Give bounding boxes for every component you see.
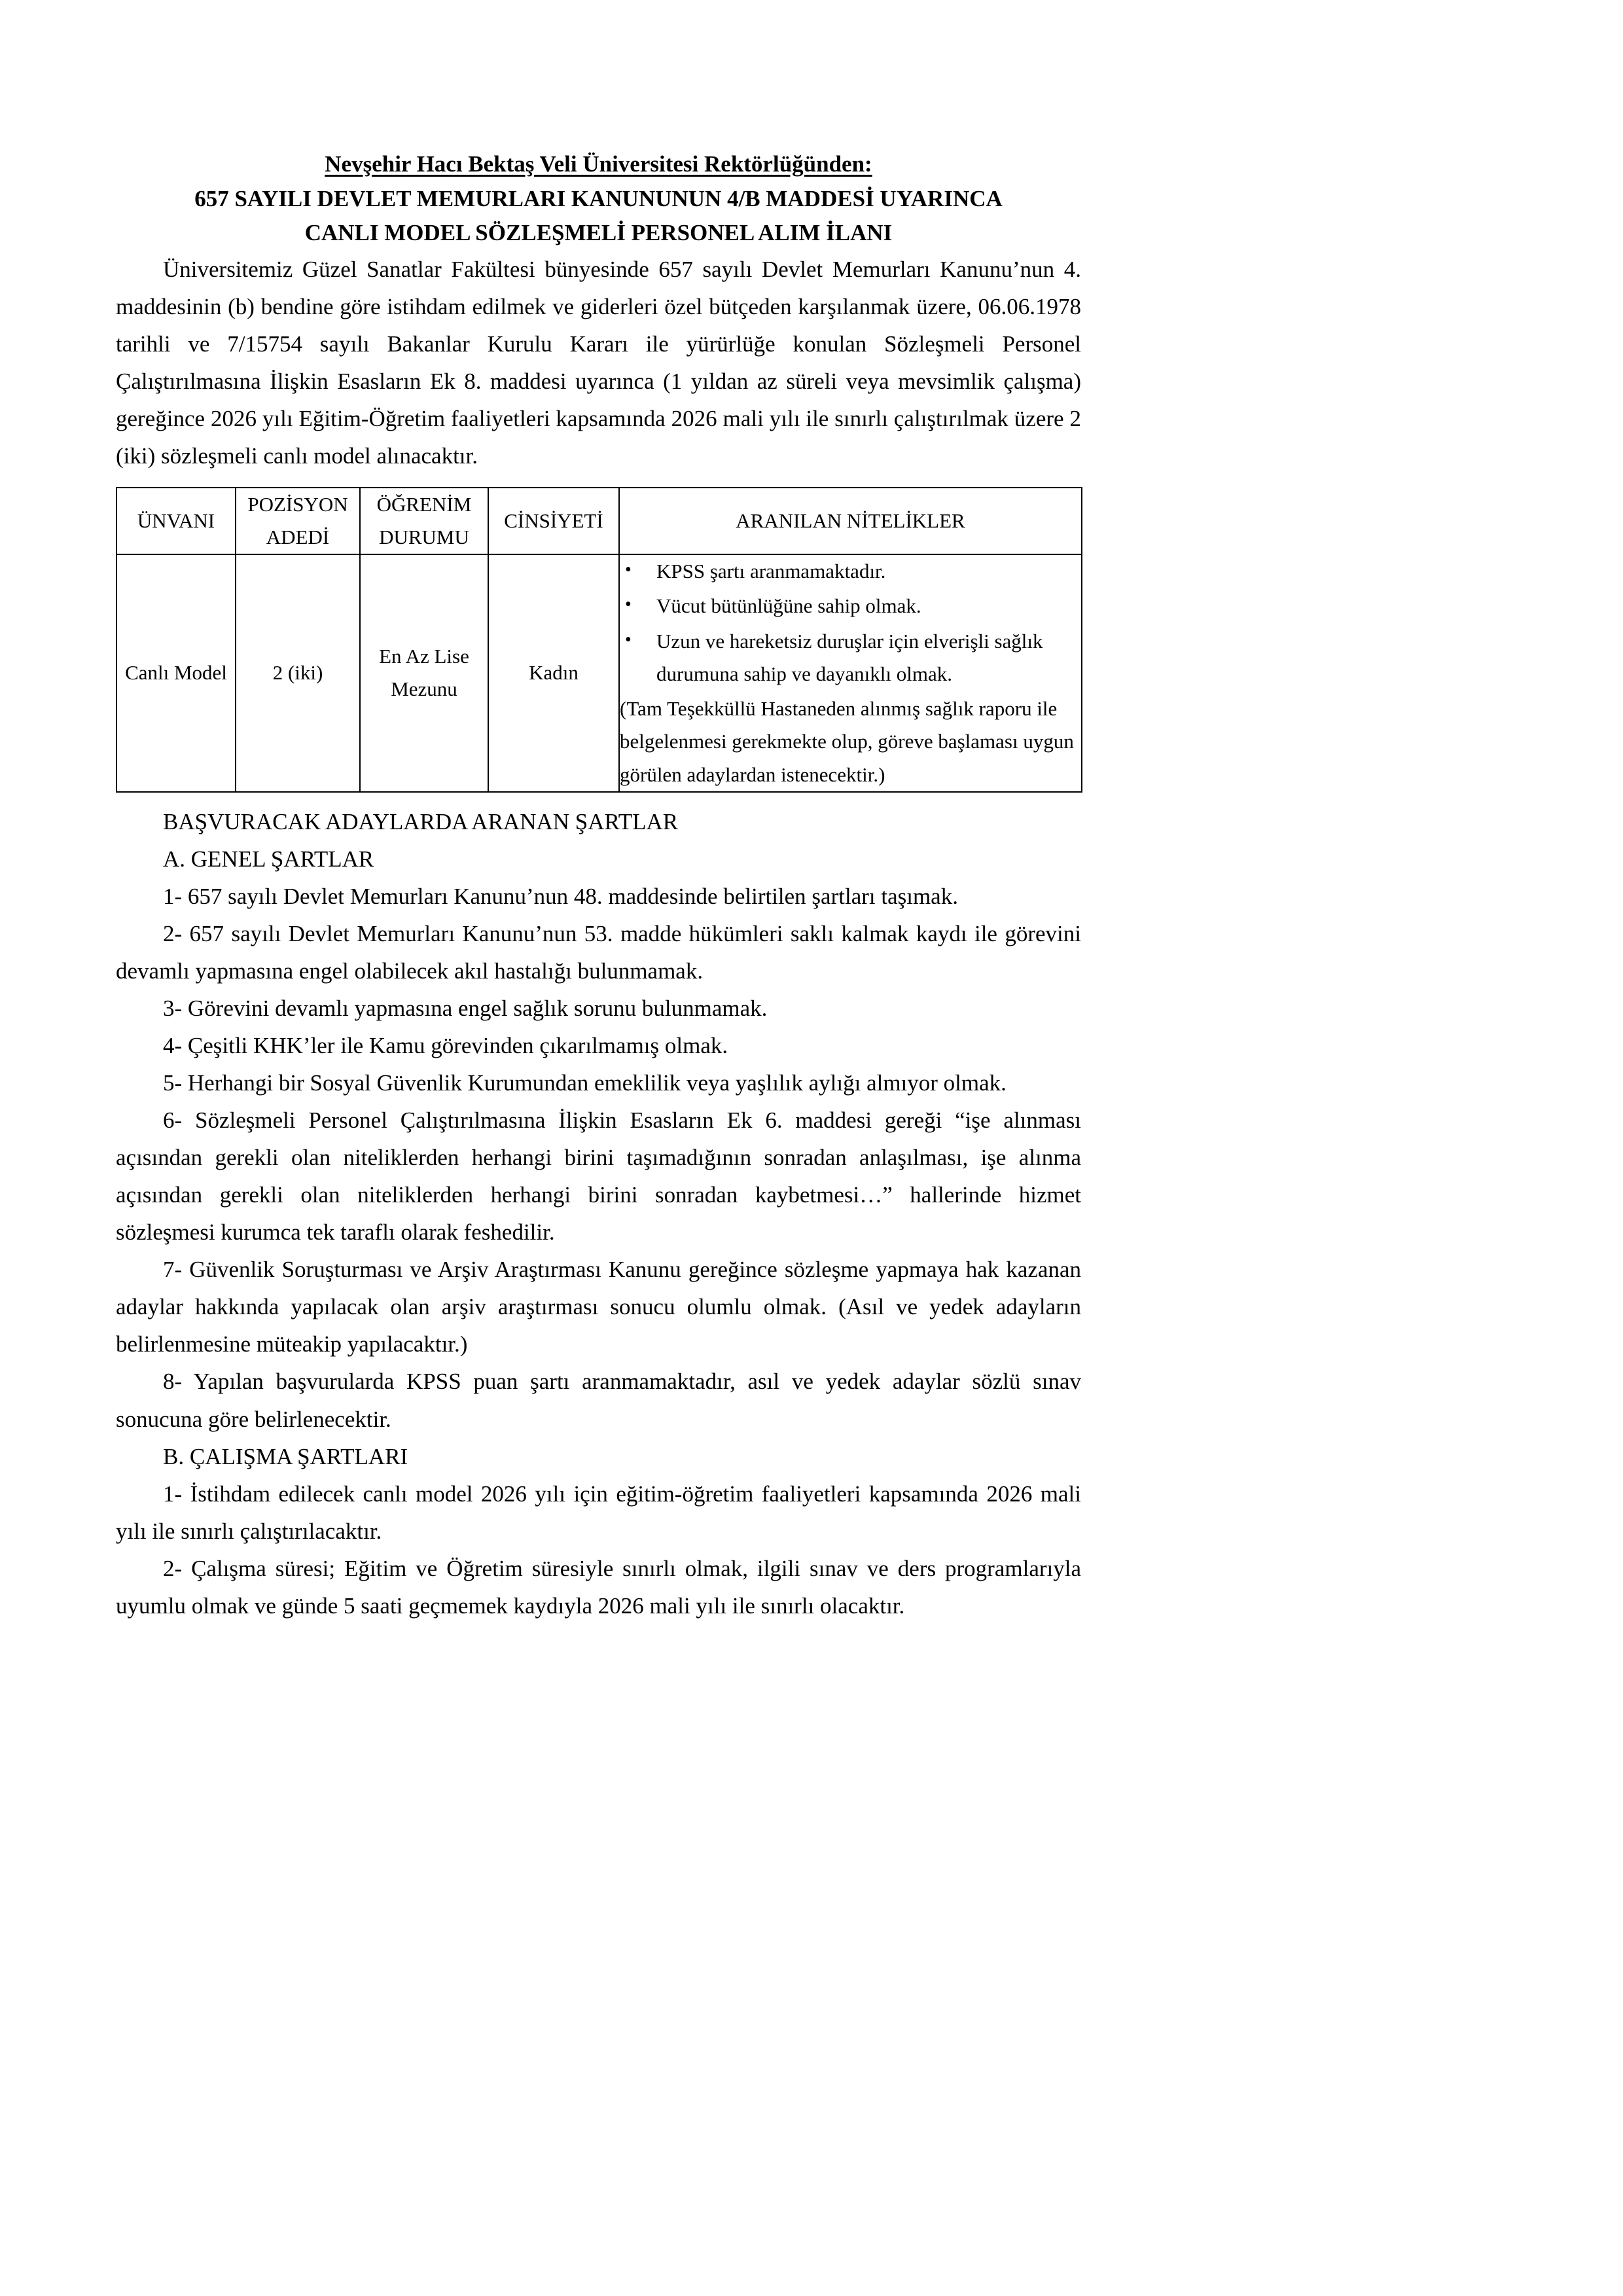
table-cell-aranilan-nitelikler	[619, 554, 1082, 792]
table-bottom-spacer	[116, 793, 1081, 803]
table-cell-ogrenim-line2: Mezunu	[391, 677, 457, 701]
bullet-icon: •	[625, 594, 632, 615]
list-item	[620, 625, 1081, 691]
table-header-nitelikler-label: ARANILAN NİTELİKLER	[736, 509, 965, 532]
table-header-ogrenim-durumu	[360, 488, 488, 554]
calisma-sartlari-item-2: 2- Çalışma süresi; Eğitim ve Öğretim süresiyle sınırlı olmak, ilgili sınav ve ders programlarıyla uyumlu olmak ve günde 5 saati geçmemek kaydıyla 2026 mali yılı ile sınırlı olacaktır.	[116, 1555, 1081, 1619]
table-header-aranilan-nitelikler	[619, 488, 1082, 554]
section-heading-genel-sartlar: A. GENEL ŞARTLAR	[163, 846, 374, 872]
table-header-cinsiyeti	[488, 488, 619, 554]
table-header-pozisyon-adedi	[236, 488, 360, 554]
position-table	[116, 487, 1082, 793]
genel-sartlar-item-2: 2- 657 sayılı Devlet Memurları Kanunu’nun 53. madde hükümleri saklı kalmak kaydı ile görevini devamlı yapmasına engel olabilecek akıl hastalığı bulunmamak.	[116, 920, 1081, 984]
table-header-ogrenim-line1: ÖĞRENİM	[376, 492, 472, 516]
table-cell-pozisyon-adedi: 2 (iki)	[236, 554, 360, 792]
table-header-unvani	[116, 488, 236, 554]
table-cell-ogrenim-durumu	[360, 554, 488, 792]
genel-sartlar-item-6: 6- Sözleşmeli Personel Çalıştırılmasına İlişkin Esasların Ek 6. maddesi gereği “işe alınması açısından gerekli olan niteliklerden herhangi birini taşımadığının sonradan anlaşılması, işe alınma açısından gerekli olan niteliklerden herhangi birini sonradan kaybetmesi…” hallerinde hizmet sözleşmesi kurumca tek taraflı olarak feshedilir.	[116, 1107, 1081, 1246]
document-content	[116, 147, 1081, 1624]
page-title-university	[116, 147, 1081, 182]
list-item	[620, 590, 1081, 622]
table-header-ogrenim-line2: DURUMU	[379, 526, 469, 548]
genel-sartlar-item-5: 5- Herhangi bir Sosyal Güvenlik Kurumundan emeklilik veya yaşlılık aylığı almıyor olmak.	[163, 1070, 1007, 1096]
table-header-row	[116, 488, 1082, 554]
section-heading-calisma-sartlari: B. ÇALIŞMA ŞARTLARI	[163, 1443, 408, 1469]
list-item-text: KPSS şartı aranmamaktadır.	[656, 560, 886, 583]
table-header-pozisyon-line1: POZİSYON	[247, 492, 348, 516]
table-header-pozisyon-line2: ADEDİ	[266, 526, 330, 548]
list-item	[620, 555, 1081, 588]
list-item-text: Vücut bütünlüğüne sahip olmak.	[656, 594, 921, 618]
table-cell-unvani-line1: Canlı	[125, 661, 169, 685]
genel-sartlar-item-4: 4- Çeşitli KHK’ler ile Kamu görevinden çıkarılmamış olmak.	[163, 1033, 728, 1059]
calisma-sartlari-item-1: 1- İstihdam edilecek canlı model 2026 yılı için eğitim-öğretim faaliyetleri kapsamında 2026 mali yılı ile sınırlı çalıştırılacaktır.	[116, 1480, 1081, 1544]
table-row	[116, 554, 1082, 792]
list-item-text: Uzun ve hareketsiz duruşlar için elverişli sağlık durumuna sahip ve dayanıklı olmak.	[656, 629, 1043, 685]
page-title-university-text: Nevşehir Hacı Bektaş Veli Üniversitesi Rektörlüğünden:	[325, 151, 872, 177]
genel-sartlar-item-8: 8- Yapılan başvurularda KPSS puan şartı aranmamaktadır, asıl ve yedek adaylar sözlü sınav sonucuna göre belirlenecektir.	[116, 1369, 1081, 1432]
table-header-cinsiyeti-label: CİNSİYETİ	[504, 509, 603, 532]
bullet-icon: •	[625, 629, 632, 650]
section-heading-basvuracak: BAŞVURACAK ADAYLARDA ARANAN ŞARTLAR	[163, 808, 679, 834]
page-title-announcement: CANLI MODEL SÖZLEŞMELİ PERSONEL ALIM İLANI	[304, 220, 893, 245]
nitelikler-list	[620, 555, 1081, 691]
table-cell-unvani	[116, 554, 236, 792]
genel-sartlar-item-7: 7- Güvenlik Soruşturması ve Arşiv Araştırması Kanunu gereğince sözleşme yapmaya hak kazanan adaylar hakkında yapılacak olan arşiv araştırması sonucu olumlu olmak. (Asıl ve yedek adayların belirlenmesine müteakip yapılacaktır.)	[116, 1257, 1081, 1357]
page-title-law: 657 SAYILI DEVLET MEMURLARI KANUNUNUN 4/B MADDESİ UYARINCA	[194, 185, 1003, 211]
nitelikler-note: (Tam Teşekküllü Hastaneden alınmış sağlık raporu ile belgelenmesi gerekmekte olup, göreve başlaması uygun görülen adaylardan istenecektir.)	[620, 697, 1074, 786]
table-cell-unvani-line2: Model	[173, 661, 227, 685]
table-header-unvani-label: ÜNVANI	[137, 509, 215, 532]
table-cell-ogrenim-line1: En Az Lise	[379, 645, 469, 668]
bullet-icon: •	[625, 560, 632, 581]
table-cell-cinsiyeti: Kadın	[488, 554, 619, 792]
intro-paragraph: Üniversitemiz Güzel Sanatlar Fakültesi bünyesinde 657 sayılı Devlet Memurları Kanunu’nun 4. maddesinin (b) bendine göre istihdam edilmek ve giderleri özel bütçeden karşılanmak üzere, 06.06.1978 tarihli ve 7/15754 sayılı Bakanlar Kurulu Kararı ile yürürlüğe konulan Sözleşmeli Personel Çalıştırılmasına İlişkin Esasların Ek 8. maddesi uyarınca (1 yıldan az süreli veya mevsimlik çalışma) gereğince 2026 yılı Eğitim-Öğretim faaliyetleri kapsamında 2026 mali yılı ile sınırlı çalıştırılmak üzere 2 (iki) sözleşmeli canlı model alınacaktır.	[116, 256, 1081, 469]
genel-sartlar-item-1: 1- 657 sayılı Devlet Memurları Kanunu’nun 48. maddesinde belirtilen şartları taşımak.	[163, 883, 958, 909]
genel-sartlar-item-3: 3- Görevini devamlı yapmasına engel sağlık sorunu bulunmamak.	[163, 995, 768, 1021]
